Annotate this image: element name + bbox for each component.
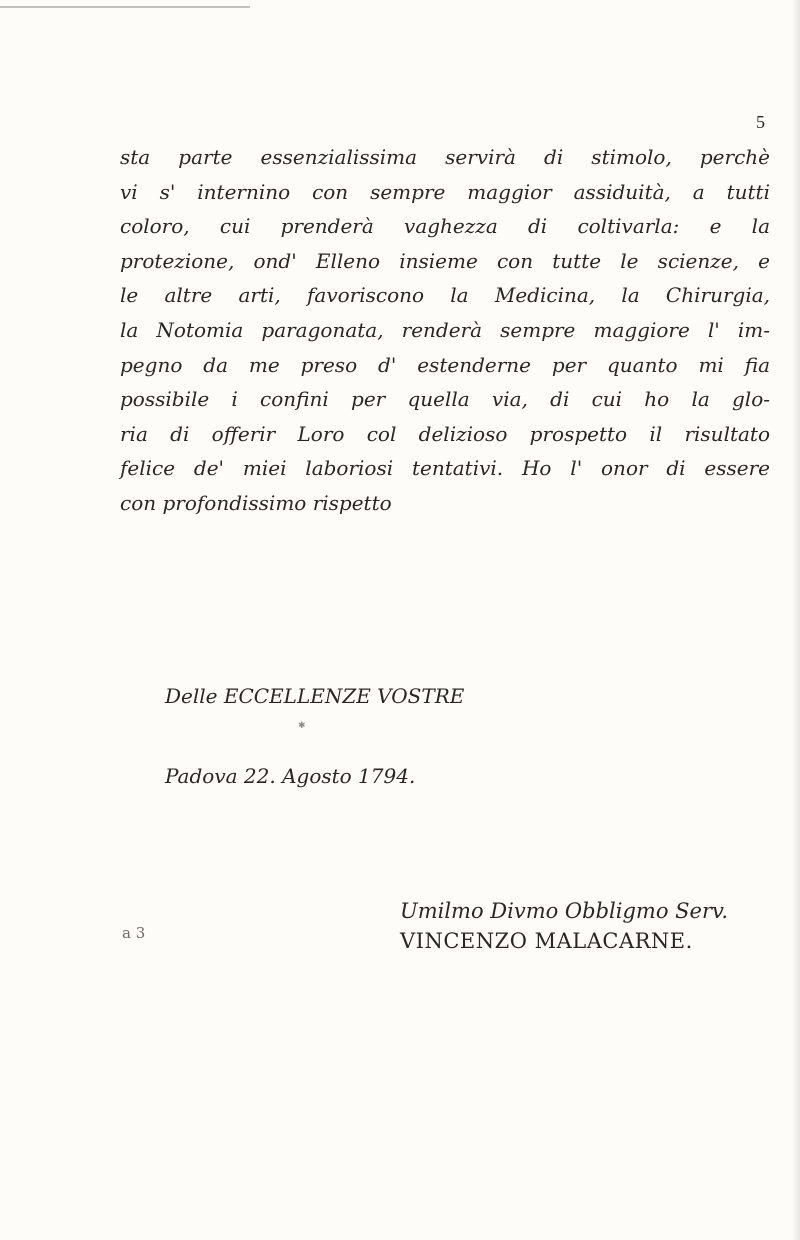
printer-signature-mark: a 3 [122,924,146,942]
text-line: la Notomia paragonata, renderà sempre maggiore l' im- [120,317,770,342]
closing-salutation: Delle ECCELLENZE VOSTRE [165,684,465,708]
top-rule [0,6,250,8]
page-edge-shadow [792,0,800,1240]
text-line: protezione, ond' Elleno insieme con tutte le scienze, e [120,248,770,273]
dedication-body [120,140,770,521]
place-date-line: Padova 22. Agosto 1794. [165,764,416,788]
text-line: ria di offerir Loro col delizioso prospetto il risultato [120,421,770,446]
text-line: possibile i confini per quella via, di cui ho la glo- [120,387,770,412]
text-line: le altre arti, favoriscono la Medicina, la Chirurgia, [120,283,770,308]
signature-name: VINCENZO MALACARNE. [400,929,693,953]
text-line: coloro, cui prenderà vaghezza di coltivarla: e la [120,214,770,239]
text-line: pegno da me preso d' estenderne per quanto mi fia [120,352,770,377]
text-line: sta parte essenzialissima servirà di stimolo, perchè [120,145,770,169]
page-number: 5 [756,112,765,132]
text-line: felice de' miei laboriosi tentativi. Ho l' onor di essere [120,456,770,481]
text-line: vi s' internino con sempre maggior assiduità, a tutti [120,179,770,204]
ornament-asterisk-icon: ✱ [298,721,306,731]
text-line: con profondissimo rispetto [120,490,392,515]
signature-title: Umilmo Divmo Obbligmo Serv. [400,899,729,923]
signature-block [400,896,760,956]
